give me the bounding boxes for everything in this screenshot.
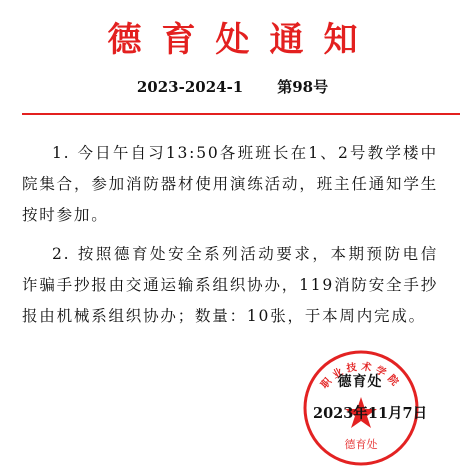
notice-title: 德育处通知 (107, 20, 378, 60)
document-year: 2023-2024-1 (136, 78, 244, 96)
document-number: 第98号 (277, 78, 329, 96)
notice-body (22, 138, 438, 340)
document-number-row (0, 78, 465, 96)
issue-date: 2023年11月7日 (313, 405, 428, 422)
notice-paragraph-1: 1. 今日午自习13:50各班班长在1、2号教学楼中院集合，参加消防器材使用演练活动，班主任通知学生按时参加。 (22, 144, 438, 224)
seal-ring-text: 职业技术学院 (319, 361, 403, 392)
notice-paragraph-2: 2. 按照德育处安全系列活动要求，本期预防电信诈骗手抄报由交通运输系组织协办，119消防安全手抄报由机械系组织协办；数量：10张，于本周内完成。 (22, 245, 438, 325)
issuer-name: 德育处 (337, 374, 383, 390)
red-divider (22, 113, 460, 115)
seal-center-text: 德育处 (344, 438, 378, 451)
